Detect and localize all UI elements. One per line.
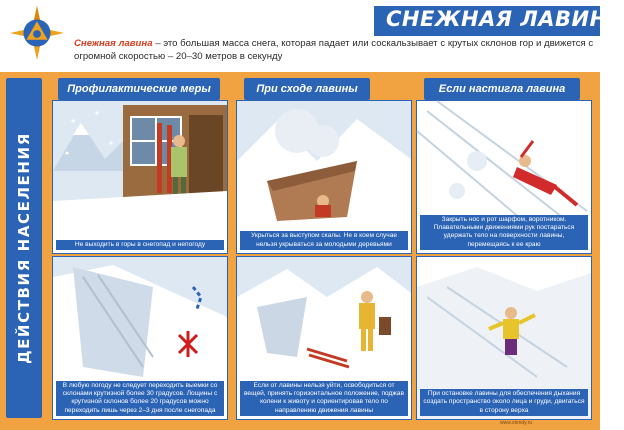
caption-caught-bottom: При остановке лавины для обеспечения дыхания создать пространство около лица и груди, двигаться в сторону верха [420, 389, 588, 416]
caption-caught-top: Закрыть нос и рот шарфом, воротником. Плавательными движениями рук постараться удержать тело на поверхности лавины, перемещаясь к ее краю [420, 215, 588, 250]
column-header-avalanche: При сходе лавины [244, 78, 370, 100]
caption-prevention-bottom: В любую погоду не следует переходить выемки со склонами крутизной более 30 градусов. Лощины с крутизной склонов более 20 градусов можно переходить лишь через 2–3 дня после снегопада [56, 381, 224, 416]
panel-prevention-bottom [52, 256, 228, 420]
panel-prevention-top [52, 100, 228, 254]
footer-url: www.stendy.ru [500, 420, 533, 426]
mchs-emblem-icon [8, 4, 66, 62]
column-header-caught: Если настигла лавина [424, 78, 580, 100]
page-title: СНЕЖНАЯ ЛАВИНА [386, 7, 624, 31]
panel-avalanche-bottom [236, 256, 412, 420]
caption-prevention-top: Не выходить в горы в снегопад и непогоду [56, 240, 224, 250]
panel-caught-top [416, 100, 592, 254]
panel-avalanche-top [236, 100, 412, 254]
definition-body: – это большая масса снега, которая падает или соскальзывает с крутых склонов гор и движется с огромной скоростью – 20–30 метров в секунду [74, 38, 594, 62]
rock-shelter-illustration [237, 101, 411, 253]
sidebar-label: ДЕЙСТВИЯ НАСЕЛЕНИЯ [15, 132, 33, 364]
caption-avalanche-top: Укрыться за выступом скалы. Не в коем случае нельзя укрываться за молодыми деревьями [240, 231, 408, 250]
house-snowfall-illustration [53, 101, 227, 253]
column-header-prevention: Профилактические меры [58, 78, 220, 100]
definition-term: Снежная лавина [74, 38, 153, 49]
caption-avalanche-bottom: Если от лавины нельзя уйти, освободиться от вещей, принять горизонтальное положение, поджав колени к животу и сориентировав тело по направлению движения лавины [240, 381, 408, 416]
definition-text [74, 38, 594, 63]
panel-caught-bottom [416, 256, 592, 420]
